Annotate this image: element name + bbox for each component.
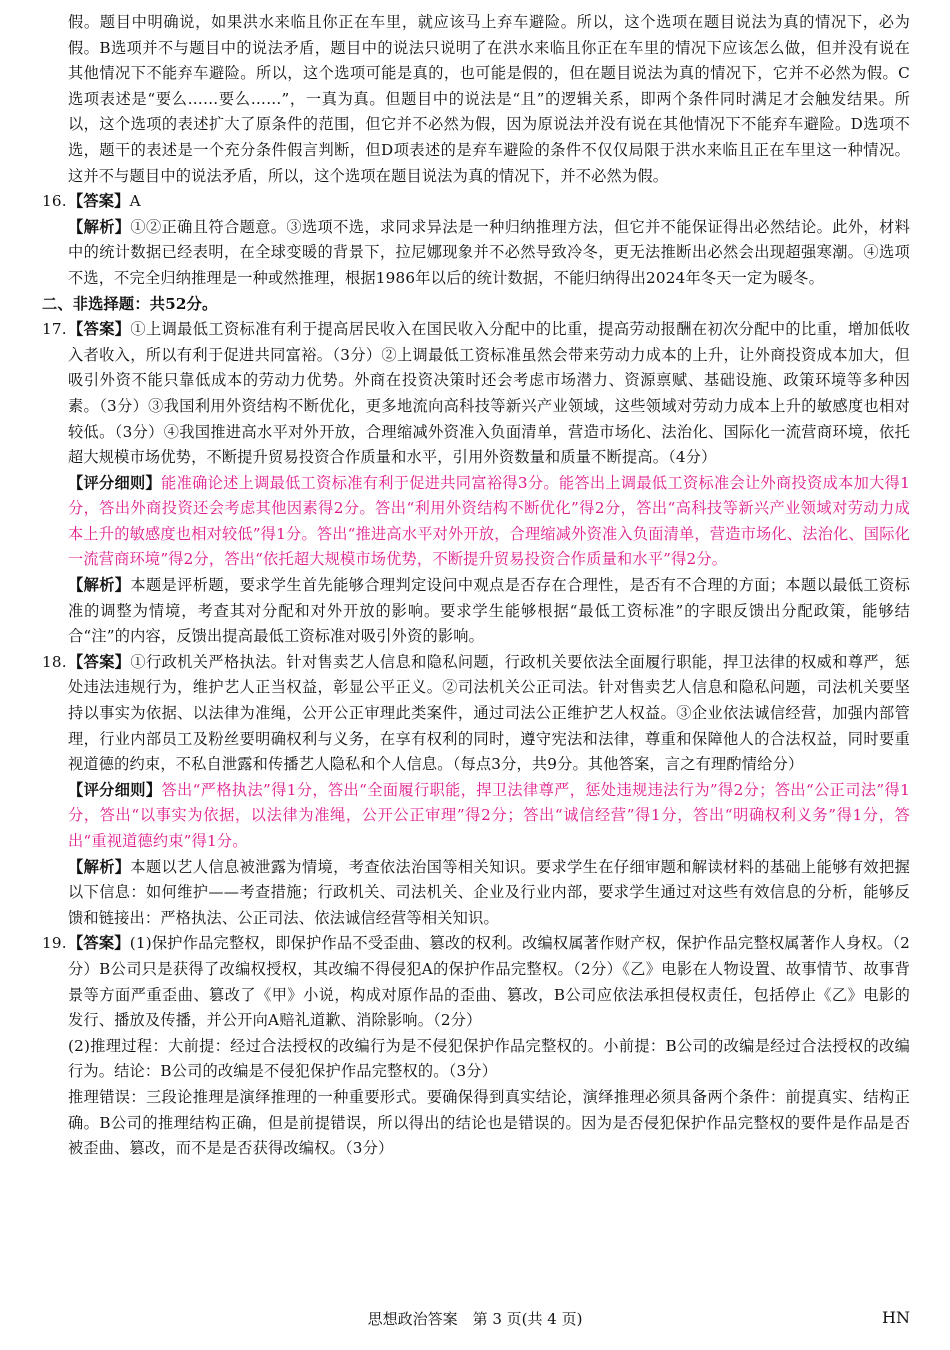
analysis-tag: 【解析】 <box>68 217 131 236</box>
section-title: 二、非选择题：共52分。 <box>42 294 218 313</box>
analysis-paragraph <box>68 855 910 932</box>
scoring-tag: 【评分细则】 <box>68 473 162 492</box>
answer-tag: 【答案】 <box>68 934 130 953</box>
question-number: 18. <box>42 652 67 671</box>
region-code: HN <box>882 1308 910 1327</box>
analysis-text: 本题是评析题，要求学生首先能够合理判定设问中观点是否存在合理性，是否有不合理的方面；本题以最低工资标准的调整为情境，考查其对分配和对外开放的影响。要求学生能够根据“最低工资标准”的字眼反馈出分配政策，能够结合“注”的内容，反馈出提高最低工资标准对吸引外资的影响。 <box>68 576 910 646</box>
question-number: 16. <box>42 192 67 211</box>
q15-continuation: 假。题目中明确说，如果洪水来临且你正在车里，就应该马上弃车避险。所以，这个选项在题目说法为真的情况下，必为假。B选项并不与题目中的说法矛盾，题目中的说法只说明了在洪水来临且你正在车里的情况下应该怎么做，但并没有说在其他情况下不能弃车避险。所以，这个选项可能是真的，也可能是假的，但在题目说法为真的情况下，它并不必然为假。C选项表述是“要么……要么……”，一真为真。但题目中的说法是“且”的逻辑关系，即两个条件同时满足才会触发结果。所以，这个选项的表述扩大了原条件的范围，但它并不必然为假，因为原说法并没有说在其他情况下不能弃车避险。D选项不选，题干的表述是一个充分条件假言判断，但D项表述的是弃车避险的条件不仅仅局限于洪水来临且正在车里这一种情况。这并不与题目中的说法矛盾，所以，这个选项在题目说法为真的情况下，并不必然为假。 <box>68 13 910 185</box>
analysis-paragraph <box>68 215 910 292</box>
analysis-tag: 【解析】 <box>68 857 131 876</box>
answer-tag: 【答案】 <box>68 652 131 671</box>
answer-line <box>68 189 910 215</box>
answer-content <box>42 10 910 1162</box>
answer-part-2: (2)推理过程：大前提：经过合法授权的改编行为是不侵犯保护作品完整权的。小前提：B公司的改编是经过合法授权的改编行为。结论：B公司的改编是不侵犯保护作品完整权的。（3分） <box>68 1036 910 1081</box>
answer-text: ①行政机关严格执法。针对售卖艺人信息和隐私问题，行政机关要依法全面履行职能，捍卫法律的权威和尊严，惩处违法违规行为，维护艺人正当权益，彰显公平正义。②司法机关公正司法。针对售卖艺人信息和隐私问题，司法机关要坚持以事实为依据、以法律为准绳，公开公正审理此类案件，通过司法公正维护艺人权益。③企业依法诚信经营，加强内部管理，行业内部员工及粉丝要明确权利与义务，在享有权利的同时，遵守宪法和法律，尊重和保障他人的合法权益，同时要重视道德的约束，不私自泄露和传播艺人隐私和个人信息。（每点3分，共9分。其他答案，言之有理酌情给分） <box>68 652 910 774</box>
analysis-tag: 【解析】 <box>68 576 131 595</box>
scoring-paragraph <box>68 778 910 855</box>
answer-text: ①上调最低工资标准有利于提高居民收入在国民收入分配中的比重，提高劳动报酬在初次分配中的比重，增加低收入者收入，所以有利于促进共同富裕。（3分）②上调最低工资标准虽然会带来劳动力成本的上升，让外商投资成本加大，但吸引外资不能只靠低成本的劳动力优势。外商在投资决策时还会考虑市场潜力、资源禀赋、基础设施、政策环境等多种因素。（3分）③我国利用外资结构不断优化，更多地流向高科技等新兴产业领域，这些领域对劳动力成本上升的敏感度也相对较低。（3分）④我国推进高水平对外开放，合理缩减外资准入负面清单，营造市场化、法治化、国际化一流营商环境，依托超大规模市场优势，不断提升贸易投资合作质量和水平，引用外资数量和质量不断提高。（4分） <box>68 320 910 467</box>
question-number: 19. <box>42 934 67 953</box>
analysis-paragraph <box>68 573 910 650</box>
question-18 <box>42 650 910 932</box>
answer-paragraph <box>68 317 910 471</box>
question-17 <box>42 317 910 650</box>
scoring-paragraph <box>68 471 910 573</box>
scoring-text: 能准确论述上调最低工资标准有利于促进共同富裕得3分。能答出上调最低工资标准会让外商投资成本加大得1分，答出外商投资还会考虑其他因素得2分。答出“利用外资结构不断优化”得2分，答出“高科技等新兴产业领域对劳动力成本上升的敏感度也相对较低”得1分。答出“推进高水平对外开放，合理缩减外资准入负面清单，营造市场化、法治化、国际化一流营商环境”得2分，答出“依托超大规模市场优势，不断提升贸易投资合作质量和水平”得2分。 <box>68 473 910 569</box>
question-number: 17. <box>42 320 67 339</box>
answer-paragraph <box>68 650 910 778</box>
page-footer: 思想政治答案 第 3 页(共 4 页) <box>367 1310 583 1328</box>
question-19 <box>42 931 910 1161</box>
scoring-tag: 【评分细则】 <box>68 780 162 799</box>
answer-part-1: (1)保护作品完整权，即保护作品不受歪曲、篡改的权利。改编权属著作财产权，保护作品完整权属著作人身权。（2分）B公司只是获得了改编权授权，其改编不得侵犯A的保护作品完整权。（2分）《乙》电影在人物设置、故事情节、故事背景等方面严重歪曲、篡改了《甲》小说，构成对原作品的歪曲、篡改，B公司应依法承担侵权责任，包括停止《乙》电影的发行、播放及传播，并公开向A赔礼道歉、消除影响。（2分） <box>68 934 910 1030</box>
answer-tag: 【答案】 <box>68 320 131 339</box>
analysis-text: ①②正确且符合题意。③选项不选，求同求异法是一种归纳推理方法，但它并不能保证得出必然结论。此外，材料中的统计数据已经表明，在全球变暖的背景下，拉尼娜现象并不必然导致冷冬，更无法推断出必然会出现超强寒潮。④选项不选，不完全归纳推理是一种或然推理，根据1986年以后的统计数据，不能归纳得出2024年冬天一定为暖冬。 <box>68 217 910 287</box>
question-16 <box>42 189 910 291</box>
analysis-text: 本题以艺人信息被泄露为情境，考查依法治国等相关知识。要求学生在仔细审题和解读材料的基础上能够有效把握以下信息：如何维护——考查措施；行政机关、司法机关、企业及行业内部，要求学生通过对这些有效信息的分析，能够反馈和链接出：严格执法、公正司法、依法诚信经营等相关知识。 <box>68 857 910 927</box>
scoring-text: 答出“严格执法”得1分，答出“全面履行职能，捍卫法律尊严，惩处违规违法行为”得2分；答出“公正司法”得1分，答出“以事实为依据，以法律为准绳，公开公正审理”得2分；答出“诚信经营”得1分，答出“明确权利义务”得1分，答出“重视道德约束”得1分。 <box>68 780 910 850</box>
answer-tag: 【答案】 <box>68 192 130 211</box>
answer-text: A <box>129 192 141 211</box>
answer-paragraph <box>68 931 910 1033</box>
answer-part-3: 推理错误：三段论推理是演绎推理的一种重要形式。要确保得到真实结论，演绎推理必须具备两个条件：前提真实、结构正确。B公司的推理结构正确，但是前提错误，所以得出的结论也是错误的。因为是否侵犯保护作品完整权的要件是作品是否被歪曲、篡改，而不是是否获得改编权。（3分） <box>68 1087 910 1158</box>
